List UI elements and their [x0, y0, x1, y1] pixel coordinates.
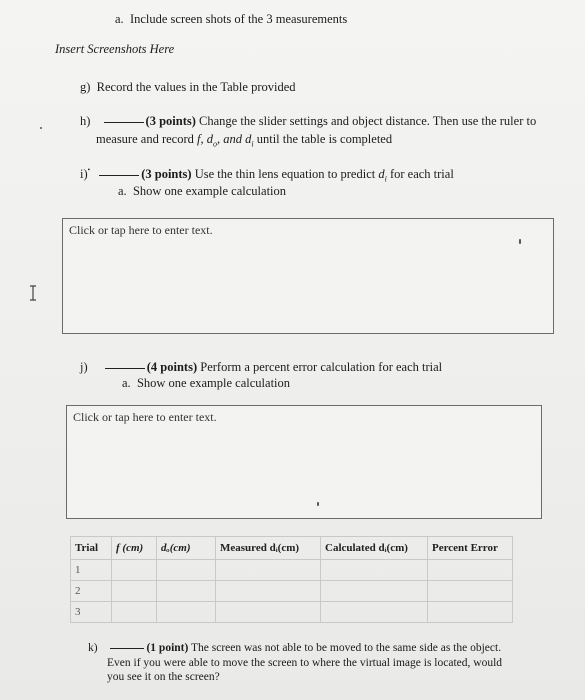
item-h-text2-pre: measure and record — [96, 132, 194, 146]
table-cell[interactable] — [321, 560, 428, 581]
insert-screenshots-heading: Insert Screenshots Here — [55, 42, 175, 56]
item-i-points: (3 points) — [141, 167, 192, 181]
item-h-line1 — [80, 114, 536, 129]
textbox-2-placeholder: Click or tap here to enter text. — [73, 410, 217, 424]
item-i-sub-text: Show one example calculation — [132, 184, 287, 198]
item-i-text-pre: Use the thin lens equation to predict — [194, 167, 376, 181]
textbox-1-marker — [519, 239, 521, 244]
item-k-points: (1 point) — [146, 642, 189, 654]
item-k-text1: The screen was not able to be moved to the same side as the object. — [191, 642, 502, 654]
text-cursor-icon — [28, 285, 38, 301]
item-i-sub: i — [384, 174, 387, 184]
item-h-text1: Change the slider settings and object distance. Then use the ruler to — [199, 114, 537, 128]
item-a-letter: a. — [115, 12, 124, 26]
item-a-text: Include screen shots of the 3 measurements — [129, 12, 348, 26]
answer-textbox-2[interactable] — [66, 405, 542, 519]
table-header-measured-di: Measured dᵢ(cm) — [216, 537, 321, 560]
item-k-line1 — [88, 642, 501, 654]
table-header-do: dₒ(cm) — [157, 537, 216, 560]
table-cell[interactable] — [112, 581, 157, 602]
item-j-sub-text: Show one example calculation — [136, 376, 291, 390]
table-cell-trial: 2 — [71, 581, 112, 602]
item-g-text: Record the values in the Table provided — [96, 80, 296, 94]
item-h-letter: h) — [80, 114, 91, 128]
table-cell[interactable] — [157, 581, 216, 602]
item-i-blank[interactable] — [99, 174, 139, 176]
item-h-mid: , and d — [216, 132, 252, 146]
item-h-blank[interactable] — [104, 121, 144, 123]
item-h-sub-i: i — [251, 139, 254, 149]
table-cell[interactable] — [428, 602, 513, 623]
item-j-sub-letter: a. — [122, 376, 131, 390]
item-h-text2-post: until the table is completed — [256, 132, 393, 146]
item-i-text-post: for each trial — [389, 167, 454, 181]
bullet-dot — [40, 127, 42, 129]
measurements-table — [70, 536, 513, 623]
table-cell[interactable] — [157, 602, 216, 623]
item-j-sub — [122, 376, 290, 391]
table-cell[interactable] — [216, 602, 321, 623]
table-cell[interactable] — [216, 581, 321, 602]
table-header-row — [71, 537, 513, 560]
item-g-letter: g) — [80, 80, 91, 94]
item-j-letter: j) — [80, 360, 88, 374]
table-row — [71, 581, 513, 602]
item-j — [80, 360, 442, 375]
item-k-line3: you see it on the screen? — [107, 671, 220, 683]
item-k-line2: Even if you were able to move the screen to where the virtual image is located, would — [107, 657, 503, 669]
table-cell[interactable] — [112, 560, 157, 581]
item-g — [80, 80, 296, 95]
item-j-text: Perform a percent error calculation for each trial — [200, 360, 443, 374]
item-h-points: (3 points) — [145, 114, 196, 128]
table-header-calculated-di: Calculated dᵢ(cm) — [321, 537, 428, 560]
table-header-f: f (cm) — [112, 537, 157, 560]
table-header-percent-error: Percent Error — [428, 537, 513, 560]
table-cell[interactable] — [321, 602, 428, 623]
item-h-vars: f, d — [197, 132, 213, 146]
item-i-sub — [118, 184, 286, 199]
item-i: i)• (3 points) Use the thin lens equation to predict $d_i$ for each trial — [80, 166, 454, 184]
textbox-2-marker — [317, 502, 319, 506]
item-k-blank[interactable] — [110, 647, 144, 649]
table-header-trial: Trial — [71, 537, 112, 560]
item-j-blank[interactable] — [105, 367, 145, 369]
item-a — [115, 12, 347, 27]
item-i-sub-letter: a. — [118, 184, 127, 198]
table-cell[interactable] — [112, 602, 157, 623]
item-h-line2 — [96, 132, 392, 149]
answer-textbox-1[interactable] — [62, 218, 554, 334]
item-k-letter: k) — [88, 642, 98, 654]
table-cell-trial: 1 — [71, 560, 112, 581]
table-cell[interactable] — [321, 581, 428, 602]
table-cell[interactable] — [216, 560, 321, 581]
item-j-points: (4 points) — [146, 360, 198, 374]
table-cell[interactable] — [428, 560, 513, 581]
item-i-var: d — [378, 167, 385, 181]
table-row — [71, 602, 513, 623]
item-h-sub-o: o — [212, 139, 217, 149]
item-i-letter: i) — [80, 167, 88, 181]
table-cell[interactable] — [157, 560, 216, 581]
textbox-1-placeholder: Click or tap here to enter text. — [69, 223, 213, 237]
table-cell[interactable] — [428, 581, 513, 602]
table-row — [71, 560, 513, 581]
table-cell-trial: 3 — [71, 602, 112, 623]
